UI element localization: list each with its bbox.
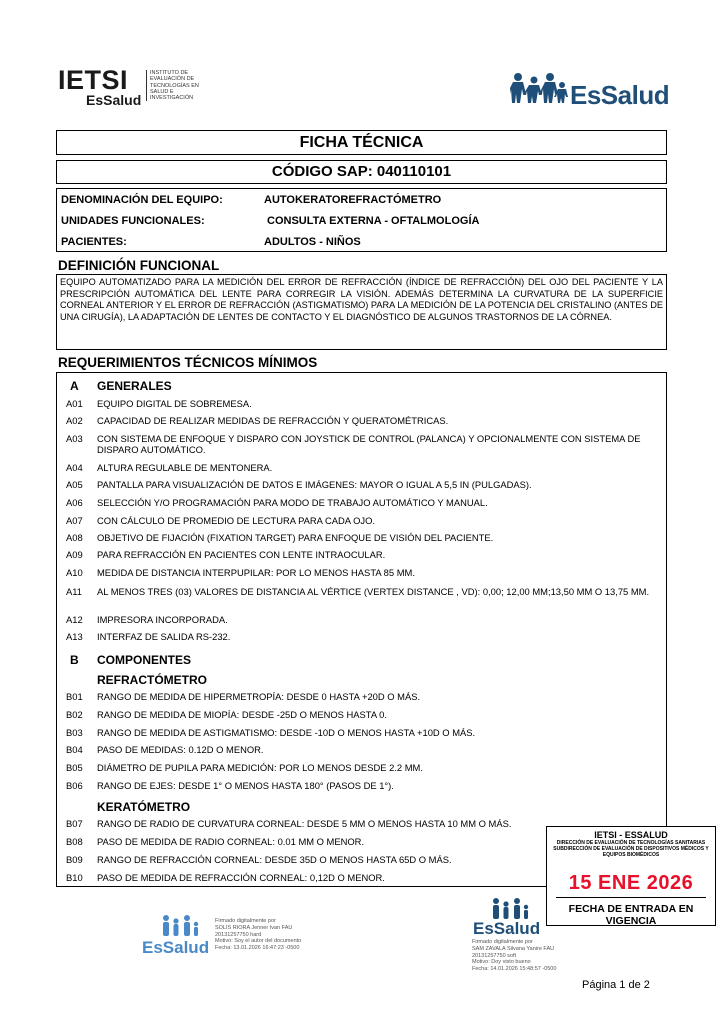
item-text: RANGO DE MEDIDA DE HIPERMETROPÍA: DESDE 0 HASTA +20D O MÁS.	[97, 691, 421, 702]
section-b-letter: B	[70, 653, 79, 667]
item-text: INTERFAZ DE SALIDA RS-232.	[97, 631, 231, 642]
item-code: A13	[66, 631, 83, 642]
essalud-family-icon	[510, 72, 568, 106]
item-code: A04	[66, 462, 83, 473]
signature1-line: 20131257750 hard	[215, 931, 262, 938]
ietsi-description: INSTITUTO DE EVALUACIÓN DE TECNOLOGÍAS EN SALUD E INVESTIGACIÓN	[146, 70, 212, 101]
essalud-signature2-icon	[490, 897, 530, 921]
section-a-name: GENERALES	[97, 379, 172, 393]
section-a-letter: A	[70, 379, 79, 393]
signature2-logo-word: EsSalud	[473, 919, 541, 938]
functional-definition-title: DEFINICIÓN FUNCIONAL	[58, 258, 220, 273]
stamp-footer: FECHA DE ENTRADA EN VIGENCIA	[568, 903, 694, 927]
item-code: A08	[66, 532, 83, 543]
item-text: RANGO DE MEDIDA DE MIOPÍA: DESDE -25D O MENOS HASTA 0.	[97, 709, 387, 720]
sap-code: CÓDIGO SAP: 040110101	[56, 160, 667, 184]
page-title: FICHA TÉCNICA	[56, 130, 667, 155]
info-label-unidades: UNIDADES FUNCIONALES:	[61, 215, 205, 227]
item-code: A10	[66, 567, 83, 578]
item-code: B01	[66, 691, 83, 702]
signature2-line: Fecha: 14.01.2026 15:48:57 -0500	[472, 966, 557, 973]
item-code: B05	[66, 762, 83, 773]
item-code: A03	[66, 433, 83, 444]
item-code: B04	[66, 744, 83, 755]
item-text: RANGO DE RADIO DE CURVATURA CORNEAL: DESDE 5 MM O MENOS HASTA 10 MM O MÁS.	[97, 818, 512, 829]
item-code: B09	[66, 854, 83, 865]
item-text: MEDIDA DE DISTANCIA INTERPUPILAR: POR LO MENOS HASTA 85 MM.	[97, 567, 415, 578]
item-code: A02	[66, 415, 83, 426]
item-code: A06	[66, 497, 83, 508]
item-code: B03	[66, 727, 83, 738]
item-text: PANTALLA PARA VISUALIZACIÓN DE DATOS E IMÁGENES: MAYOR O IGUAL A 5,5 IN (PULGADAS).	[97, 479, 532, 490]
info-value-unidades: CONSULTA EXTERNA - OFTALMOLOGÍA	[267, 215, 480, 227]
item-text: SELECCIÓN Y/O PROGRAMACIÓN PARA MODO DE TRABAJO AUTOMÁTICO Y MANUAL.	[97, 497, 488, 508]
signature2-line: Firmado digitalmente por	[472, 939, 533, 945]
item-code: A05	[66, 479, 83, 490]
item-code: A09	[66, 549, 83, 560]
item-code: B08	[66, 836, 83, 847]
stamp-line2: SUBDIRECCIÓN DE EVALUACIÓN DE DISPOSITIVOS MÉDICOS Y EQUIPOS BIOMÉDICOS	[553, 846, 709, 858]
item-text: RANGO DE EJES: DESDE 1° O MENOS HASTA 180° (PASOS DE 1°).	[97, 780, 394, 791]
item-text: PASO DE MEDIDA DE REFRACCIÓN CORNEAL: 0,12D O MENOR.	[97, 872, 385, 883]
signature1-line: Fecha: 13.01.2026 16:47:23 -0500	[215, 945, 300, 952]
info-value-denominacion: AUTOKERATOREFRACTÓMETRO	[264, 194, 442, 206]
essalud-logo-word: EsSalud	[570, 80, 670, 110]
info-label-denominacion: DENOMINACIÓN DEL EQUIPO:	[61, 194, 223, 206]
signature2-line: 20131257750 soft	[472, 952, 517, 959]
equipment-info-box	[56, 188, 667, 252]
item-text: CON CÁLCULO DE PROMEDIO DE LECTURA PARA CADA OJO.	[97, 515, 376, 526]
item-text: CON SISTEMA DE ENFOQUE Y DISPARO CON JOYSTICK DE CONTROL (PALANCA) Y OPCIONALMENTE CON SISTEMA DE DISPARO AUTOMÁTICO.	[97, 433, 641, 456]
signature2-line: SAM ZAVALA Silvana Yanire FAU	[472, 945, 555, 952]
item-code: A07	[66, 515, 83, 526]
item-text: ALTURA REGULABLE DE MENTONERA.	[97, 462, 273, 473]
item-text: RANGO DE REFRACCIÓN CORNEAL: DESDE 35D O MENOS HASTA 65D O MÁS.	[97, 854, 452, 865]
item-text: PASO DE MEDIDAS: 0.12D O MENOR.	[97, 744, 264, 755]
item-text: RANGO DE MEDIDA DE ASTIGMATISMO: DESDE -10D O MENOS HASTA +10D O MÁS.	[97, 727, 476, 738]
stamp-title: IETSI - ESSALUD	[594, 830, 668, 840]
stamp-divider	[556, 897, 706, 898]
subsection-refractometro: REFRACTÓMETRO	[97, 673, 207, 687]
signature1-logo-word: EsSalud	[142, 938, 210, 957]
signature1-line: SOLIS RIORA Jenner Ivan FAU	[215, 924, 293, 931]
item-code: A11	[66, 586, 82, 597]
requirements-box	[56, 372, 667, 887]
essalud-signature-icon	[160, 914, 200, 938]
item-text: OBJETIVO DE FIJACIÓN (FIXATION TARGET) PARA ENFOQUE DE VISIÓN DEL PACIENTE.	[97, 532, 494, 543]
item-code: B10	[66, 872, 83, 883]
stamp-line1: DIRECCIÓN DE EVALUACIÓN DE TECNOLOGÍAS SANITARIAS	[556, 840, 706, 846]
item-code: B02	[66, 709, 83, 720]
stamp-date: 15 ENE 2026	[568, 872, 694, 894]
item-text: PARA REFRACCIÓN EN PACIENTES CON LENTE INTRAOCULAR.	[97, 549, 386, 560]
item-code: A01	[66, 398, 83, 409]
item-text: CAPACIDAD DE REALIZAR MEDIDAS DE REFRACCIÓN Y QUERATOMÉTRICAS.	[97, 415, 449, 426]
ietsi-logo-sub: EsSalud	[86, 92, 142, 108]
item-code: B07	[66, 818, 83, 829]
signature1-line: Firmado digitalmente por	[215, 918, 276, 924]
info-label-pacientes: PACIENTES:	[61, 236, 127, 248]
validity-stamp	[546, 826, 716, 926]
signature2-line: Motivo: Doy visto bueno	[472, 959, 531, 966]
item-text: AL MENOS TRES (03) VALORES DE DISTANCIA AL VÉRTICE (VERTEX DISTANCE , VD): 0,00; 12,00 MM;13,50 MM O 13,75 MM.	[97, 586, 650, 597]
page-number: Página 1 de 2	[582, 979, 650, 991]
signature1-block	[215, 918, 301, 952]
ietsi-logo	[58, 65, 142, 108]
item-text: PASO DE MEDIDA DE RADIO CORNEAL: 0.01 MM O MENOR.	[97, 836, 365, 847]
functional-definition-text: EQUIPO AUTOMATIZADO PARA LA MEDICIÓN DEL ERROR DE REFRACCIÓN (ÍNDICE DE REFRACCIÓN) DEL OJO DEL PACIENTE Y LA PRESCRIPCIÓN AUTOMÁTICA DEL LENTE PARA CORREGIR LA VISIÓN. ADEMÁS DETERMINA LA CURVATURA DE LA SUPERFICIE CORNEAL ANTERIOR Y EL ERROR DE REFRACCIÓN (ASTIGMATISMO) PARA LA MEDICIÓN DE LA POTENCIA DEL CRISTALINO (ANTES DE UNA CIRUGÍA), LA ADAPTACIÓN DE LENTES DE CONTACTO Y EL DIAGNÓSTICO DE ALGUNOS TRASTORNOS DE LA CÓRNEA.	[56, 274, 667, 350]
item-text: EQUIPO DIGITAL DE SOBREMESA.	[97, 398, 252, 409]
item-text: IMPRESORA INCORPORADA.	[97, 614, 228, 625]
signature1-line: Motivo: Soy el autor del documento	[215, 938, 302, 945]
section-b-name: COMPONENTES	[97, 653, 192, 667]
info-value-pacientes: ADULTOS - NIÑOS	[264, 236, 361, 248]
signature2-block	[472, 939, 556, 973]
subsection-keratometro: KERATÓMETRO	[97, 800, 191, 814]
ietsi-logo-word: IETSI	[58, 65, 129, 95]
item-code: B06	[66, 780, 83, 791]
item-text: DIÁMETRO DE PUPILA PARA MEDICIÓN: POR LO MENOS DESDE 2.2 MM.	[97, 762, 423, 773]
item-code: A12	[66, 614, 83, 625]
requirements-title: REQUERIMIENTOS TÉCNICOS MÍNIMOS	[58, 355, 318, 370]
